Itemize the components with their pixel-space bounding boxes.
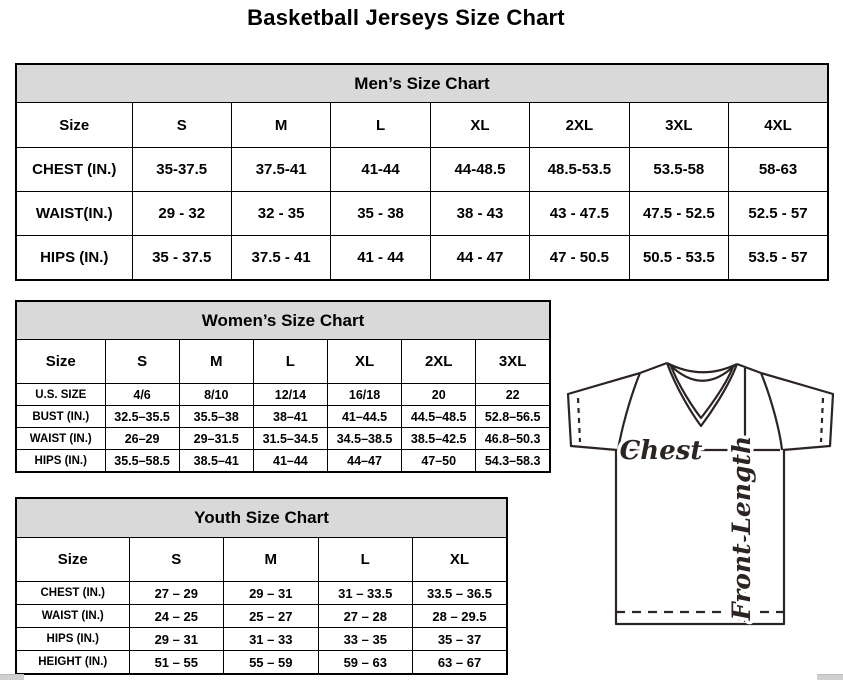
womens-value-cell: 16/18 [327, 384, 401, 406]
womens-value-cell: 34.5–38.5 [327, 428, 401, 450]
mens-value-cell: 44 - 47 [430, 236, 529, 281]
youth-value-cell: 27 – 29 [129, 582, 224, 605]
mens-value-cell: 29 - 32 [132, 192, 231, 236]
womens-value-cell: 41–44.5 [327, 406, 401, 428]
mens-value-cell: 48.5-53.5 [530, 148, 629, 192]
mens-value-cell: 37.5 - 41 [231, 236, 330, 281]
womens-value-cell: 38.5–41 [179, 450, 253, 473]
womens-value-cell: 54.3–58.3 [476, 450, 550, 473]
youth-row-label: WAIST (IN.) [16, 605, 129, 628]
womens-value-cell: 44–47 [327, 450, 401, 473]
womens-value-cell: 32.5–35.5 [105, 406, 179, 428]
scrollbar-fragment-left[interactable] [0, 674, 24, 680]
table-row [16, 651, 507, 675]
youth-header-cell: L [318, 538, 413, 582]
table-row [16, 406, 550, 428]
mens-value-cell: 53.5-58 [629, 148, 728, 192]
youth-size-table [15, 497, 508, 675]
youth-value-cell: 33.5 – 36.5 [413, 582, 508, 605]
womens-value-cell: 31.5–34.5 [253, 428, 327, 450]
womens-value-cell: 20 [402, 384, 476, 406]
mens-value-cell: 41 - 44 [331, 236, 430, 281]
womens-row-label: U.S. SIZE [16, 384, 105, 406]
mens-value-cell: 53.5 - 57 [729, 236, 828, 281]
youth-value-cell: 29 – 31 [224, 582, 319, 605]
womens-header-cell: L [253, 340, 327, 384]
womens-value-cell: 47–50 [402, 450, 476, 473]
jersey-diagram [558, 360, 842, 628]
youth-value-cell: 28 – 29.5 [413, 605, 508, 628]
womens-header-cell: 2XL [402, 340, 476, 384]
womens-value-cell: 12/14 [253, 384, 327, 406]
chest-label: Chest [619, 436, 703, 466]
womens-header-cell: S [105, 340, 179, 384]
mens-value-cell: 32 - 35 [231, 192, 330, 236]
youth-value-cell: 35 – 37 [413, 628, 508, 651]
womens-value-cell: 38–41 [253, 406, 327, 428]
womens-value-cell: 44.5–48.5 [402, 406, 476, 428]
youth-value-cell: 31 – 33 [224, 628, 319, 651]
mens-value-cell: 35 - 38 [331, 192, 430, 236]
youth-header-cell: M [224, 538, 319, 582]
table-row [16, 148, 828, 192]
jersey-collar [667, 363, 737, 426]
table-row [16, 236, 828, 281]
youth-value-cell: 31 – 33.5 [318, 582, 413, 605]
youth-header-size: Size [16, 538, 129, 582]
womens-value-cell: 26–29 [105, 428, 179, 450]
womens-row-label: HIPS (IN.) [16, 450, 105, 473]
womens-value-cell: 46.8–50.3 [476, 428, 550, 450]
womens-header-cell: XL [327, 340, 401, 384]
womens-value-cell: 35.5–38 [179, 406, 253, 428]
mens-value-cell: 38 - 43 [430, 192, 529, 236]
mens-value-cell: 47.5 - 52.5 [629, 192, 728, 236]
youth-value-cell: 27 – 28 [318, 605, 413, 628]
mens-header-cell: 4XL [729, 103, 828, 148]
table-row [16, 450, 550, 473]
mens-header-size: Size [16, 103, 132, 148]
mens-value-cell: 52.5 - 57 [729, 192, 828, 236]
mens-header-cell: 3XL [629, 103, 728, 148]
mens-header-cell: L [331, 103, 430, 148]
page-title: Basketball Jerseys Size Chart [247, 5, 565, 30]
womens-header-cell: 3XL [476, 340, 550, 384]
youth-value-cell: 63 – 67 [413, 651, 508, 675]
youth-table-title: Youth Size Chart [16, 498, 507, 538]
womens-value-cell: 35.5–58.5 [105, 450, 179, 473]
womens-size-table [15, 300, 551, 473]
womens-value-cell: 8/10 [179, 384, 253, 406]
womens-row-label: BUST (IN.) [16, 406, 105, 428]
womens-value-cell: 4/6 [105, 384, 179, 406]
jersey-outline [568, 363, 833, 624]
table-row [16, 428, 550, 450]
table-row [16, 582, 507, 605]
womens-value-cell: 38.5–42.5 [402, 428, 476, 450]
womens-value-cell: 22 [476, 384, 550, 406]
mens-value-cell: 44-48.5 [430, 148, 529, 192]
mens-header-cell: XL [430, 103, 529, 148]
youth-row-label: CHEST (IN.) [16, 582, 129, 605]
mens-value-cell: 35-37.5 [132, 148, 231, 192]
youth-row-label: HIPS (IN.) [16, 628, 129, 651]
mens-header-cell: M [231, 103, 330, 148]
youth-row-label: HEIGHT (IN.) [16, 651, 129, 675]
table-row [16, 605, 507, 628]
youth-header-cell: XL [413, 538, 508, 582]
youth-value-cell: 51 – 55 [129, 651, 224, 675]
scrollbar-fragment-right[interactable] [817, 674, 843, 680]
youth-value-cell: 24 – 25 [129, 605, 224, 628]
youth-value-cell: 33 – 35 [318, 628, 413, 651]
mens-value-cell: 35 - 37.5 [132, 236, 231, 281]
youth-value-cell: 25 – 27 [224, 605, 319, 628]
youth-value-cell: 29 – 31 [129, 628, 224, 651]
table-row [16, 192, 828, 236]
mens-header-cell: S [132, 103, 231, 148]
womens-value-cell: 52.8–56.5 [476, 406, 550, 428]
mens-row-label: HIPS (IN.) [16, 236, 132, 281]
youth-value-cell: 55 – 59 [224, 651, 319, 675]
womens-header-cell: M [179, 340, 253, 384]
mens-value-cell: 47 - 50.5 [530, 236, 629, 281]
womens-value-cell: 41–44 [253, 450, 327, 473]
womens-row-label: WAIST (IN.) [16, 428, 105, 450]
womens-header-size: Size [16, 340, 105, 384]
mens-value-cell: 50.5 - 53.5 [629, 236, 728, 281]
table-row [16, 384, 550, 406]
mens-value-cell: 41-44 [331, 148, 430, 192]
mens-row-label: WAIST(IN.) [16, 192, 132, 236]
mens-value-cell: 37.5-41 [231, 148, 330, 192]
mens-header-cell: 2XL [530, 103, 629, 148]
mens-table-title: Men’s Size Chart [16, 64, 828, 103]
womens-value-cell: 29–31.5 [179, 428, 253, 450]
mens-row-label: CHEST (IN.) [16, 148, 132, 192]
youth-value-cell: 59 – 63 [318, 651, 413, 675]
mens-size-table [15, 63, 829, 281]
mens-value-cell: 58-63 [729, 148, 828, 192]
womens-table-title: Women’s Size Chart [16, 301, 550, 340]
youth-header-cell: S [129, 538, 224, 582]
table-row [16, 628, 507, 651]
mens-value-cell: 43 - 47.5 [530, 192, 629, 236]
front-length-label: Front Length [727, 435, 756, 621]
